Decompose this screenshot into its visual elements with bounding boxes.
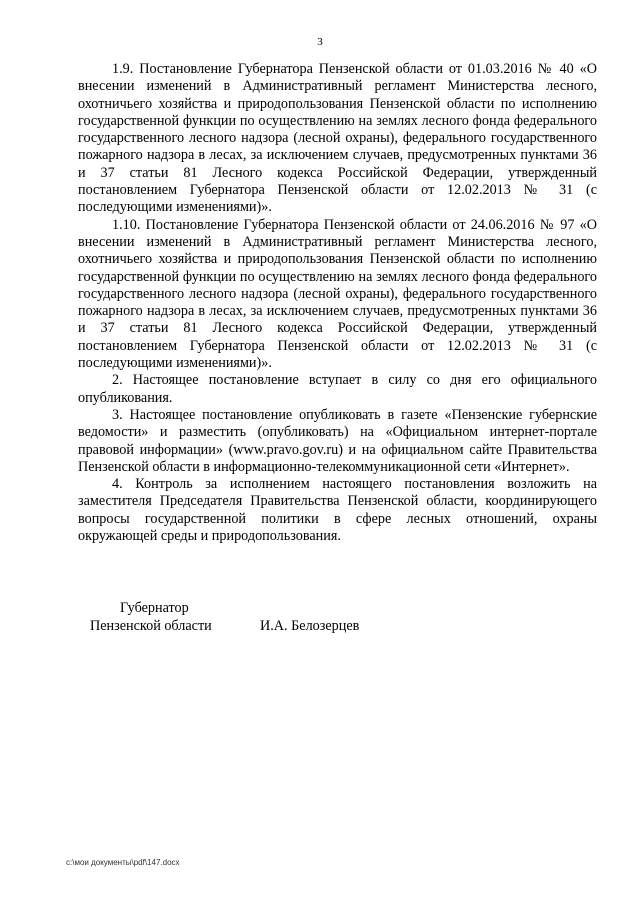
paragraph-4: 4. Контроль за исполнением настоящего постановления возложить на заместителя Председателя Правительства Пензенской области, координирующего вопросы государственной политики в сфере лесных отношений, охраны окружающей среды и природопользования. bbox=[78, 476, 597, 545]
page-number: 3 bbox=[317, 36, 323, 48]
signatory-region: Пензенской области bbox=[90, 618, 212, 634]
paragraph-1-10: 1.10. Постановление Губернатора Пензенской области от 24.06.2016 № 97 «О внесении изменений в Административный регламент Министерства лесного, охотничьего хозяйства и природопользования Пензенской области по исполнению государственной функции по осуществлению на землях лесного фонда федерального государственного лесного надзора (лесной охраны), федерального государственного пожарного надзора в лесах, за исключением случаев, предусмотренных пунктами 36 и 37 статьи 81 Лесного кодекса Российской Федерации, утвержденный постановлением Губернатора Пензенской области от 12.02.2013 № 31 (с последующими изменениями)». bbox=[78, 216, 597, 372]
document-body bbox=[78, 61, 597, 545]
paragraph-3: 3. Настоящее постановление опубликовать в газете «Пензенские губернские ведомости» и разместить (опубликовать) на «Официальном интернет-портале правовой информации» (www.pravo.gov.ru) и на официальном сайте Правительства Пензенской области в информационно-телекоммуникационной сети «Интернет». bbox=[78, 406, 597, 475]
file-path-footer: c:\мои документы\pdf\147.docx bbox=[66, 858, 180, 867]
paragraph-2: 2. Настоящее постановление вступает в силу со дня его официального опубликования. bbox=[78, 372, 597, 406]
signatory-name: И.А. Белозерцев bbox=[260, 618, 360, 634]
signatory-title: Губернатор bbox=[120, 600, 189, 616]
paragraph-1-9: 1.9. Постановление Губернатора Пензенской области от 01.03.2016 № 40 «О внесении изменений в Административный регламент Министерства лесного, охотничьего хозяйства и природопользования Пензенской области по исполнению государственной функции по осуществлению на землях лесного фонда федерального государственного лесного надзора (лесной охраны), федерального государственного пожарного надзора в лесах, за исключением случаев, предусмотренных пунктами 36 и 37 статьи 81 Лесного кодекса Российской Федерации, утвержденный постановлением Губернатора Пензенской области от 12.02.2013 № 31 (с последующими изменениями)». bbox=[78, 61, 597, 216]
